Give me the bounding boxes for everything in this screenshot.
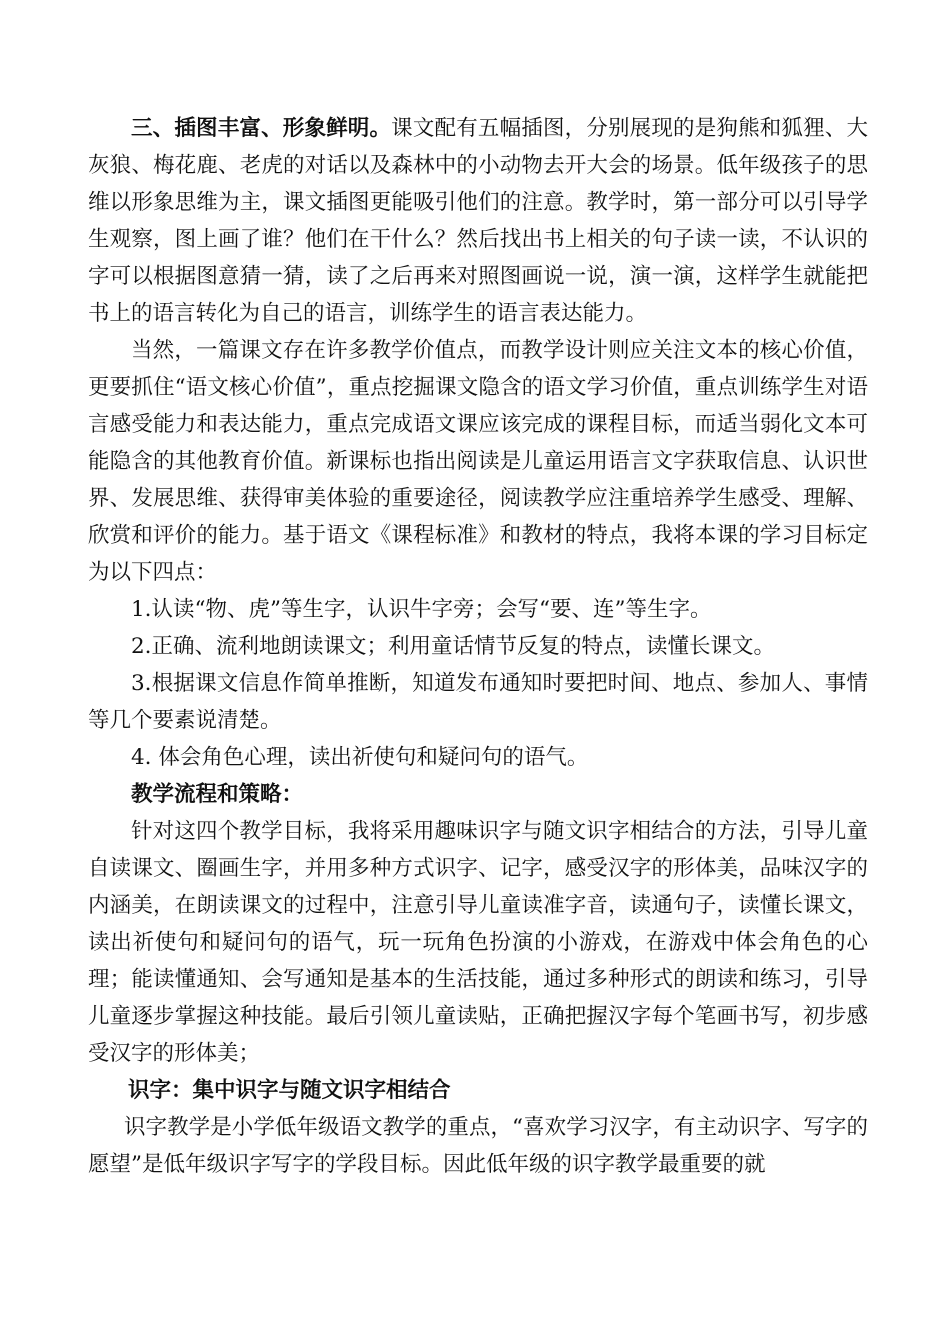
literacy-heading: 识字：集中识字与随文识字相结合 <box>128 1078 451 1103</box>
paragraph-illustrations <box>88 110 868 332</box>
paragraph-text: 课文配有五幅插图，分别展现的是狗熊和狐狸、大灰狼、梅花鹿、老虎的对话以及森林中的小动物去开大会的场景。低年级孩子的思维以形象思维为主，课文插图更能吸引他们的注意。教学时，第一部分可以引导学生观察，图上画了谁？他们在干什么？然后找出书上相关的句子读一读，不认识的字可以根据图意猜一猜，读了之后再来对照图画说一说，演一演，这样学生就能把书上的语言转化为自己的语言，训练学生的语言表达能力。 <box>88 116 868 326</box>
process-heading: 教学流程和策略： <box>131 782 304 807</box>
paragraph-core-values: 当然，一篇课文存在许多教学价值点，而教学设计则应关注文本的核心价值，更要抓住“语文核心价值”，重点挖掘课文隐含的语文学习价值，重点训练学生对语言感受能力和表达能力，重点完成语文课应该完成的课程目标，而适当弱化文本可能隐含的其他教育价值。新课标也指出阅读是儿童运用语言文字获取信息、认识世界、发展思维、获得审美体验的重要途径，阅读教学应注重培养学生感受、理解、欣赏和评价的能力。基于语文《课程标准》和教材的特点，我将本课的学习目标定为以下四点： <box>88 338 868 585</box>
section-heading: 三、插图丰富、形象鲜明。 <box>131 116 392 141</box>
paragraph-literacy: 识字教学是小学低年级语文教学的重点，“喜欢学习汉字，有主动识字、写字的愿望”是低年级识字写字的学段目标。因此低年级的识字教学最重要的就 <box>88 1115 868 1177</box>
goal-item: 2.正确、流利地朗读课文；利用童话情节反复的特点，读懂长课文。 <box>131 634 776 659</box>
document-page <box>88 110 868 1183</box>
goal-item: 4. 体会角色心理，读出祈使句和疑问句的语气。 <box>131 745 589 770</box>
goal-item: 1.认读“物、虎”等生字，认识牛字旁；会写“要、连”等生字。 <box>131 597 712 622</box>
paragraph-process: 针对这四个教学目标，我将采用趣味识字与随文识字相结合的方法，引导儿童自读课文、圈画生字，并用多种方式识字、记字，感受汉字的形体美，品味汉字的内涵美，在朗读课文的过程中，注意引导儿童读准字音，读通句子，读懂长课文，读出祈使句和疑问句的语气，玩一玩角色扮演的小游戏，在游戏中体会角色的心理；能读懂通知、会写通知是基本的生活技能，通过多种形式的朗读和练习，引导儿童逐步掌握这种技能。最后引领儿童读贴，正确把握汉字每个笔画书写，初步感受汉字的形体美； <box>88 819 868 1066</box>
goal-item: 3.根据课文信息作简单推断，知道发布通知时要把时间、地点、参加人、事情等几个要素说清楚。 <box>88 671 868 733</box>
